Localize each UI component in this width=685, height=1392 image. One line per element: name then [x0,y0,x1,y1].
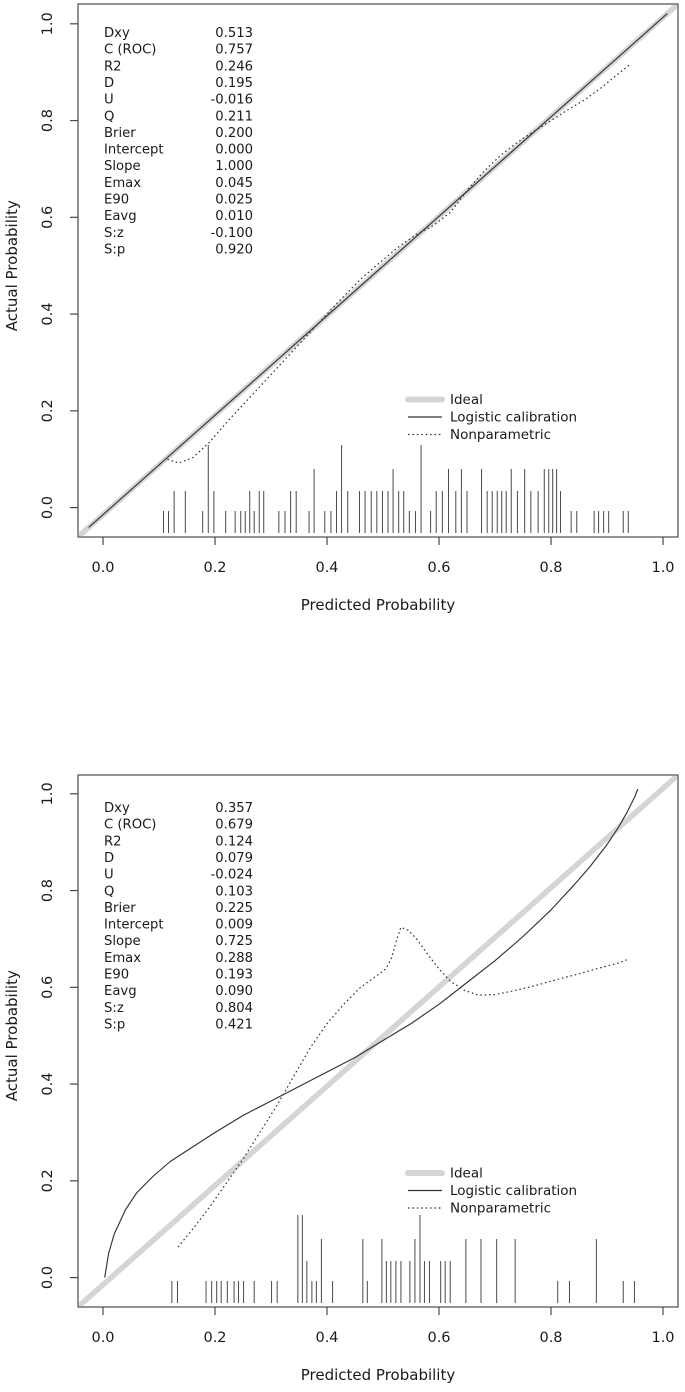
y-tick-label: 1.0 [40,12,56,36]
y-tick-label: 0.6 [40,205,56,229]
stat-label: D [104,75,115,91]
stat-label: Eavg [104,984,137,1000]
stat-value: 0.513 [215,26,253,41]
y-tick-label: 0.4 [40,1072,56,1096]
x-tick-label: 0.4 [315,1330,339,1346]
stat-value: 0.679 [215,817,253,833]
legend-entry-label: Ideal [450,392,483,408]
stat-value: 0.103 [215,884,253,900]
stat-value: 0.288 [215,950,253,966]
logistic-calibration-line [105,789,638,1278]
stat-label: Emax [104,175,142,191]
x-tick-label: 0.2 [203,1330,227,1346]
stat-label: Slope [104,934,141,950]
stats-block [104,801,253,1032]
x-tick-label: 0.4 [315,560,339,576]
stat-value: 1.000 [215,159,253,175]
y-tick-label: 0.2 [40,1169,56,1193]
x-tick-label: 0.8 [539,560,563,576]
ideal-line [79,776,677,1306]
logistic-calibration-line [89,14,668,528]
stat-value: 0.725 [215,934,253,950]
y-tick-label: 0.0 [40,1266,56,1290]
stat-label: Q [104,884,115,900]
x-axis-title: Predicted Probability [300,596,456,614]
y-tick-label: 0.4 [40,302,56,326]
x-tick-label: 1.0 [651,1330,675,1346]
stat-value: 0.195 [215,75,253,91]
stat-label: C (ROC) [104,817,157,833]
y-axis-title: Actual Probability [3,200,21,332]
prediction-rug [172,1215,635,1303]
stat-value: 0.211 [215,109,253,125]
y-tick-label: 0.8 [40,879,56,903]
legend-entry-label: Logistic calibration [450,1183,578,1199]
stat-label: Dxy [104,801,130,816]
stat-label: C (ROC) [104,42,157,58]
stat-value: -0.016 [210,92,253,108]
x-tick-label: 0.0 [91,560,115,576]
y-tick-label: 0.8 [40,109,56,133]
stat-value: 0.804 [215,1000,253,1016]
stat-value: -0.024 [210,867,253,883]
stats-block [104,26,253,257]
nonparametric-line [167,65,629,463]
stat-value: 0.000 [215,142,253,158]
stat-label: U [104,867,114,883]
stat-label: Brier [104,125,136,141]
legend-entry-label: Nonparametric [450,1200,552,1217]
stat-label: S:p [104,1017,126,1033]
stat-label: Dxy [104,26,130,41]
calibration-plot-bottom [3,775,678,1384]
legend [408,392,577,443]
stat-value: 0.079 [215,850,253,866]
stat-label: S:z [104,225,124,241]
y-tick-label: 0.6 [40,975,56,999]
x-axis-title: Predicted Probability [300,1366,456,1384]
stat-label: Intercept [104,917,164,933]
stat-label: D [104,850,115,866]
y-tick-label: 1.0 [40,782,56,806]
stat-label: Emax [104,950,142,966]
stat-label: Slope [104,159,141,175]
legend-entry-label: Nonparametric [450,427,552,443]
legend [408,1166,577,1217]
stat-value: 0.200 [215,125,253,141]
stat-value: 0.757 [215,42,253,58]
stat-value: 0.246 [215,59,253,75]
x-tick-label: 0.6 [427,1330,451,1346]
legend-entry-label: Ideal [450,1165,483,1182]
stat-label: Intercept [104,142,164,158]
legend-entry-label: Logistic calibration [450,409,578,426]
calibration-plot-top [3,4,678,614]
stat-label: Q [104,109,115,125]
y-axis-title: Actual Probability [3,970,21,1102]
stat-value: 0.193 [215,967,253,983]
x-tick-label: 0.8 [539,1330,563,1346]
stat-label: U [104,92,114,108]
y-tick-label: 0.2 [40,399,56,423]
stat-value: -0.100 [210,225,253,241]
x-tick-label: 0.0 [91,1330,115,1346]
stat-value: 0.357 [215,801,253,816]
stat-label: E90 [104,192,130,208]
stat-value: 0.045 [215,175,253,191]
x-tick-label: 0.2 [203,560,227,576]
stat-value: 0.009 [215,917,253,933]
stat-label: S:z [104,1000,124,1016]
x-tick-label: 0.6 [427,560,451,576]
stat-value: 0.010 [215,209,253,225]
stat-value: 0.225 [215,900,253,916]
stat-label: R2 [104,59,122,75]
stat-label: Brier [104,900,136,916]
prediction-rug [163,445,628,533]
stat-value: 0.025 [215,192,253,208]
stat-value: 0.920 [215,242,253,258]
stat-label: R2 [104,834,122,850]
stat-value: 0.124 [215,834,253,850]
stat-value: 0.090 [215,984,253,1000]
stat-label: Eavg [104,209,137,225]
y-tick-label: 0.0 [40,496,56,520]
stat-label: S:p [104,242,126,258]
stat-label: E90 [104,967,130,983]
x-tick-label: 1.0 [651,560,675,576]
stat-value: 0.421 [215,1017,253,1033]
